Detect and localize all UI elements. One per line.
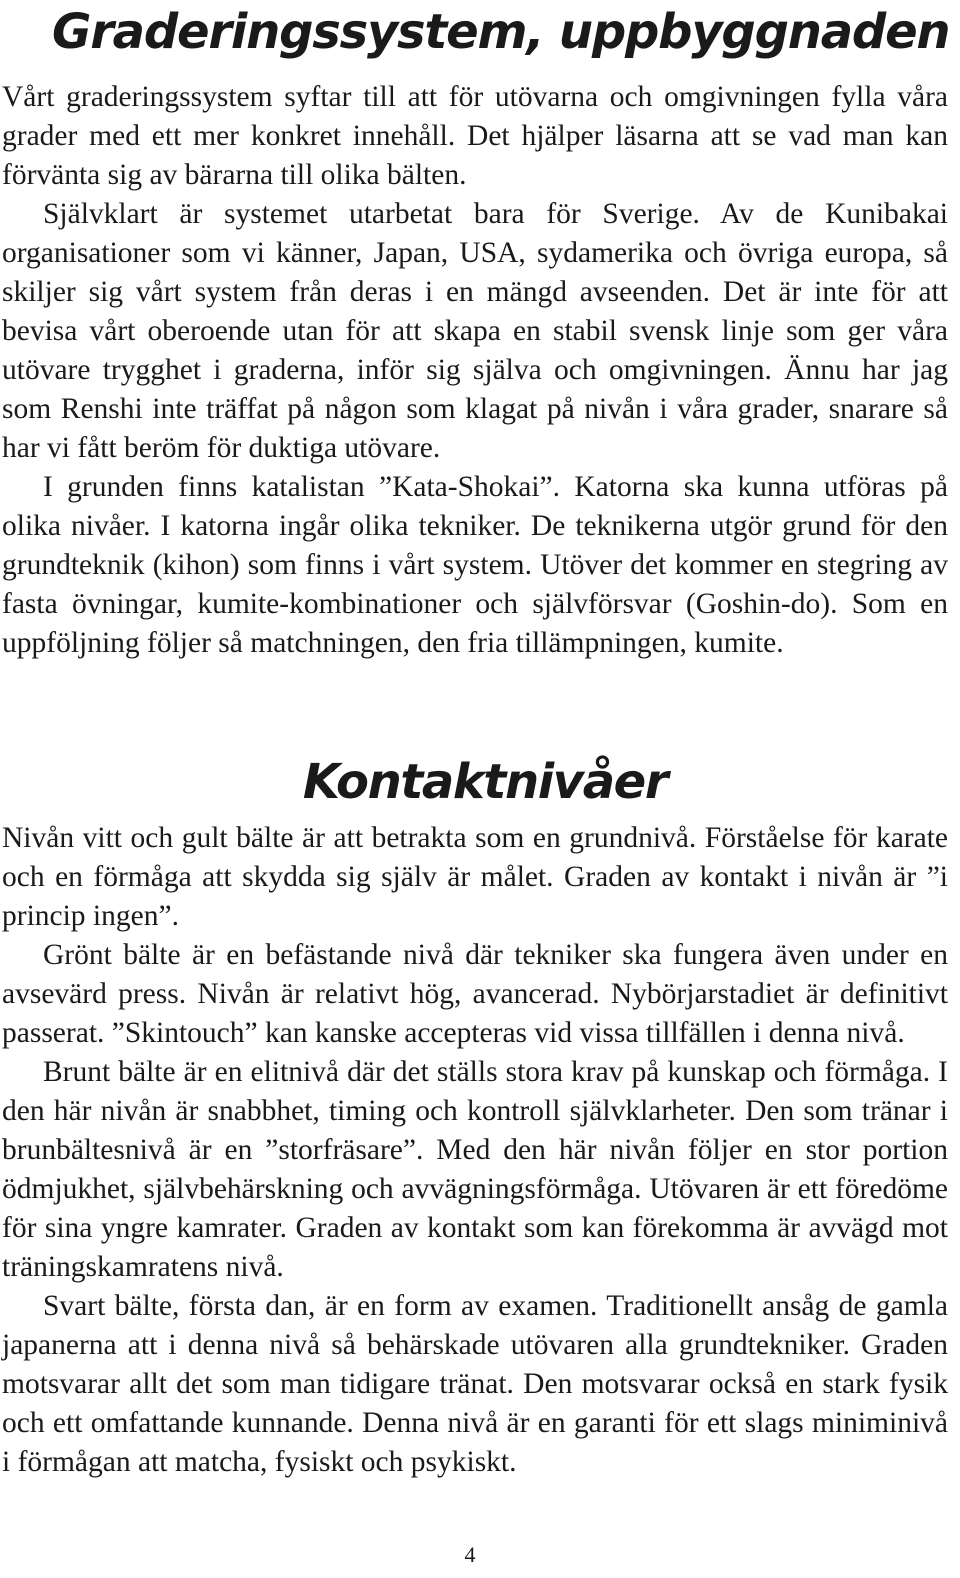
paragraph: Svart bälte, första dan, är en form av examen. Traditionellt ansåg de gamla japanerna att i denna nivå så behärskade utövaren alla grundtekniker. Graden motsvarar allt det som man tidigare tränat. Den motsvarar också en stark fysik och ett omfattande kunnande. Denna nivå är en garanti för ett slags miniminivå i förmågan att matcha, fysiskt och psykiskt.: [2, 1290, 948, 1478]
section-heading: Kontaktnivåer: [302, 754, 668, 810]
paragraph: Brunt bälte är en elitnivå där det ställs stora krav på kunskap och förmåga. I den här nivån är snabbhet, timing och kontroll självklarheter. Den som tränar i brunbältesnivå är en ”storfräsare”. Med den här nivån följer en stor portion ödmjukhet, självbehärskning och avvägningsförmåga. Utövaren är ett föredöme för sina yngre kamrater. Graden av kontakt som kan förekomma är avvägd mot träningskamratens nivå.: [2, 1056, 948, 1283]
intro-section: [2, 78, 948, 663]
paragraph: Självklart är systemet utarbetat bara för Sverige. Av de Kunibakai organisationer som vi känner, Japan, USA, sydamerika och övriga europa, så skiljer sig vårt system från deras i en mängd avseenden. Det är inte för att bevisa vårt oberoende utan för att skapa en stabil svensk linje som ger våra utövare trygghet i graderna, inför sig själva och omgivningen. Ännu har jag som Renshi inte träffat på någon som klagat på nivån i våra grader, snarare så har vi fått beröm för duktiga utövare.: [2, 198, 948, 464]
page-title: Graderingssystem, uppbyggnaden: [52, 4, 950, 60]
paragraph: I grunden finns katalistan ”Kata-Shokai”. Katorna ska kunna utföras på olika nivåer. I katorna ingår olika tekniker. De teknikerna utgör grund för den grundteknik (kihon) som finns i vårt system. Utöver det kommer en stegring av fasta övningar, kumite-kombinationer och självförsvar (Goshin-do). Som en uppföljning följer så matchningen, den fria tillämpningen, kumite.: [2, 471, 948, 659]
contact-levels-section: [2, 819, 948, 1482]
page-number: 4: [464, 1542, 476, 1567]
paragraph: Vårt graderingssystem syftar till att för utövarna och omgivningen fylla våra grader med ett mer konkret innehåll. Det hjälper läsarna att se vad man kan förvänta sig av bärarna till olika bälten.: [2, 81, 948, 191]
paragraph: Grönt bälte är en befästande nivå där tekniker ska fungera även under en avsevärd press. Nivån är relativt hög, avancerad. Nybörjarstadiet är definitivt passerat. ”Skintouch” kan kanske accepteras vid vissa tillfällen i denna nivå.: [2, 939, 948, 1049]
paragraph: Nivån vitt och gult bälte är att betrakta som en grundnivå. Förståelse för karate och en förmåga att skydda sig själv är målet. Graden av kontakt i nivån är ”i princip ingen”.: [2, 822, 948, 932]
